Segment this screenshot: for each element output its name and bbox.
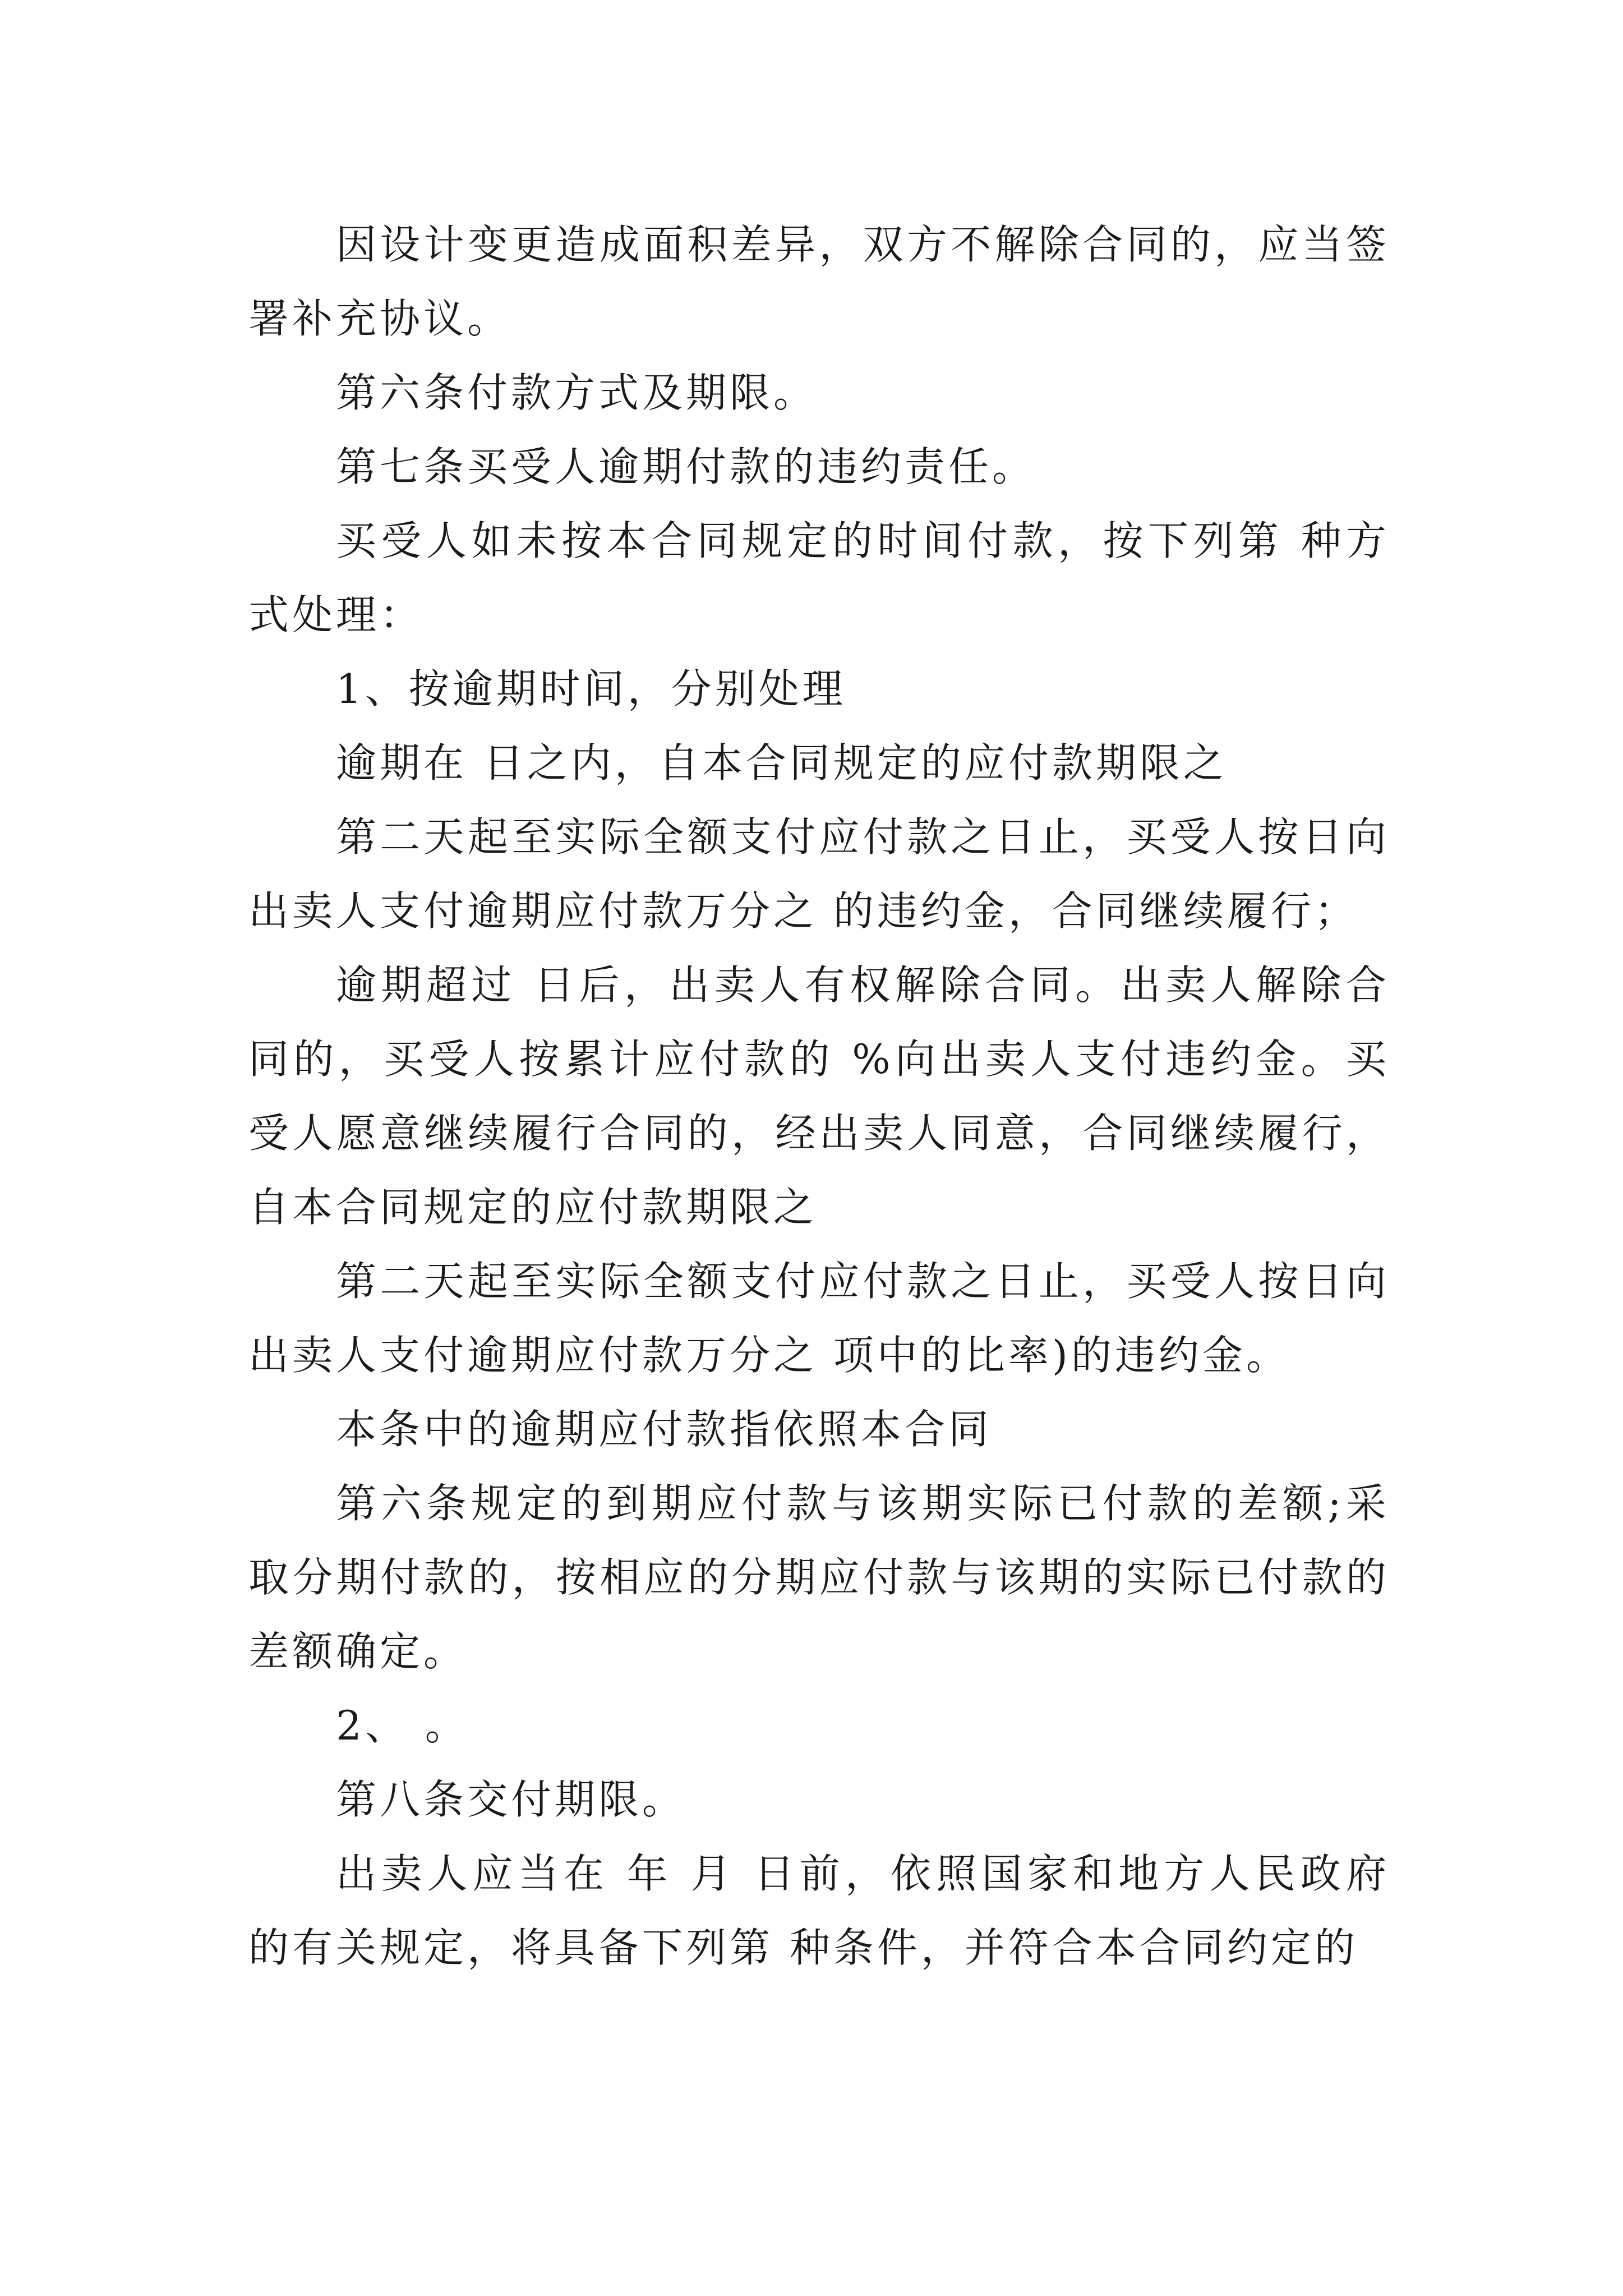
paragraph: 逾期超过 日后，出卖人有权解除合同。出卖人解除合同的，买受人按累计应付款的 %向出卖人支付违约金。买受人愿意继续履行合同的，经出卖人同意，合同继续履行，自本合同规定的应付款期限之 — [248, 961, 1390, 1231]
paragraph: 第七条买受人逾期付款的违约责任。 — [336, 443, 1036, 490]
paragraph: 逾期在 日之内，自本合同规定的应付款期限之 — [336, 739, 1227, 786]
paragraph: 第二天起至实际全额支付应付款之日止，买受人按日向出卖人支付逾期应付款万分之 项中的比率)的违约金。 — [248, 1258, 1390, 1379]
paragraph: 出卖人应当在 年 月 日前，依照国家和地方人民政府的有关规定，将具备下列第 种条件，并符合本合同约定的 — [248, 1850, 1390, 1971]
paragraph: 2、 。 — [336, 1702, 469, 1749]
paragraph: 因设计变更造成面积差异，双方不解除合同的，应当签署补充协议。 — [248, 221, 1390, 342]
document-body — [248, 208, 1390, 1985]
paragraph: 第二天起至实际全额支付应付款之日止，买受人按日向出卖人支付逾期应付款万分之 的违约金，合同继续履行； — [248, 813, 1390, 935]
paragraph: 1、按逾期时间，分别处理 — [336, 665, 846, 712]
paragraph: 本条中的逾期应付款指依照本合同 — [336, 1406, 993, 1453]
paragraph: 第六条付款方式及期限。 — [336, 369, 818, 416]
paragraph: 买受人如未按本合同规定的时间付款，按下列第 种方式处理： — [248, 517, 1390, 638]
paragraph: 第八条交付期限。 — [336, 1776, 686, 1823]
paragraph: 第六条规定的到期应付款与该期实际已付款的差额;采取分期付款的，按相应的分期应付款与该期的实际已付款的差额确定。 — [248, 1480, 1390, 1675]
